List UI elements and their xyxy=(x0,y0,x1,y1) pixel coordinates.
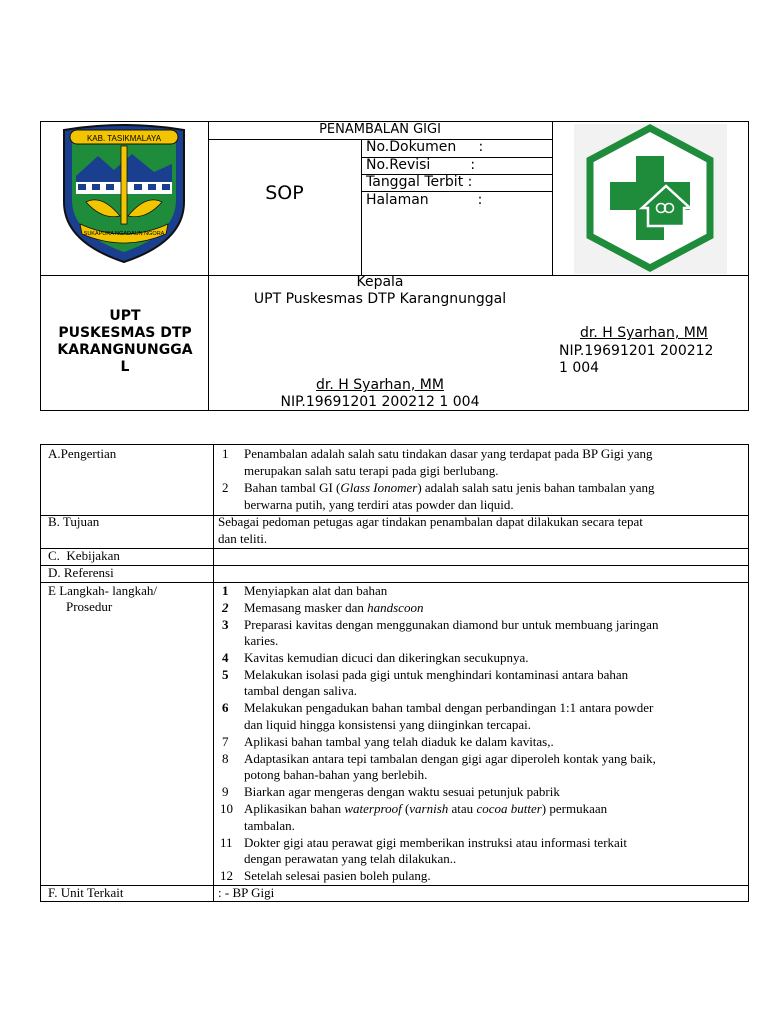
right-signatory-name: dr. H Syarhan, MM xyxy=(580,325,708,341)
step-num-6: 6 xyxy=(222,700,229,715)
right-signatory-nip-1: NIP.19691201 200212 xyxy=(559,343,714,359)
step-num-8: 8 xyxy=(222,751,229,766)
step-4-text: Kavitas kemudian dicuci dan dikeringkan secukupnya. xyxy=(244,650,529,665)
pengertian-2-pre: Bahan tambal GI ( xyxy=(244,480,341,495)
section-langkah-label-2: Prosedur xyxy=(66,599,113,614)
step-2-text xyxy=(244,600,423,617)
logo-motto-text: SUKAPURA NGADAUN NGORA xyxy=(83,231,165,237)
org-line-3: KARANGNUNGGA xyxy=(57,342,193,358)
step-10-it-c: cocoa butter xyxy=(476,801,542,816)
step-num-11: 11 xyxy=(220,835,233,850)
pengertian-list xyxy=(218,446,748,512)
step-2-plain: Memasang masker dan xyxy=(244,600,368,615)
step-num-7: 7 xyxy=(222,734,229,749)
org-line-4: L xyxy=(120,359,130,375)
kepala-org: UPT Puskesmas DTP Karangnunggal xyxy=(253,291,507,307)
pengertian-2-post: ) adalah salah satu jenis bahan tambalan yang xyxy=(417,480,655,495)
kabupaten-tasikmalaya-logo xyxy=(58,124,190,266)
step-8-line-1: Adaptasikan antara tepi tambalan dengan gigi agar diperoleh kontak yang baik, xyxy=(244,751,656,766)
kepala-label: Kepala xyxy=(356,274,404,290)
step-10-d: ) permukaan xyxy=(541,801,608,816)
pengertian-1-line-2: merupakan salah satu terapi pada gigi berlubang. xyxy=(244,463,499,478)
section-tujuan-label: B. Tujuan xyxy=(48,514,100,529)
logo-top-text: KAB. TASIKMALAYA xyxy=(86,134,162,143)
pengertian-2-italic: Glass Ionomer xyxy=(340,480,418,495)
section-kebijakan-label: C. Kebijakan xyxy=(48,548,120,563)
section-unit-label: F. Unit Terkait xyxy=(48,885,124,900)
step-7-text: Aplikasi bahan tambal yang telah diaduk ke dalam kavitas,. xyxy=(244,734,554,749)
step-6-line-2: dan liquid hingga konsistensi yang diinginkan tercapai. xyxy=(244,717,532,732)
step-num-9: 9 xyxy=(222,784,229,799)
step-10-it-b: varnish xyxy=(409,801,449,816)
step-10-c: atau xyxy=(448,801,477,816)
step-6-line-1: Melakukan pengadukan bahan tambal dengan perbandingan 1:1 antara powder xyxy=(244,700,654,715)
step-3-line-1: Preparasi kavitas dengan menggunakan diamond bur untuk membuang jaringan xyxy=(244,617,659,632)
tujuan-line-2: dan teliti. xyxy=(218,531,268,546)
step-10-line-1 xyxy=(244,801,607,818)
step-10-a: Aplikasikan bahan xyxy=(244,801,345,816)
step-num-12: 12 xyxy=(220,868,233,883)
step-5-line-2: tambal dengan saliva. xyxy=(244,683,357,698)
step-num-4: 4 xyxy=(222,650,229,665)
section-referensi-label: D. Referensi xyxy=(48,565,114,580)
pengertian-1-line-1: Penambalan adalah salah satu tindakan dasar yang terdapat pada BP Gigi yang xyxy=(244,446,653,461)
step-12-text: Setelah selesai pasien boleh pulang. xyxy=(244,868,431,883)
step-num-2: 2 xyxy=(222,600,229,615)
section-langkah-label-1: E Langkah- langkah/ xyxy=(48,583,158,598)
pengertian-2-line-2: berwarna putih, yang terdiri atas powder dan liquid. xyxy=(244,497,514,512)
pengertian-num-1: 1 xyxy=(222,446,229,461)
pengertian-num-2: 2 xyxy=(222,480,229,495)
step-2-italic: handscoon xyxy=(367,600,424,615)
step-num-3: 3 xyxy=(222,617,229,632)
doc-number-field: No.Dokumen : xyxy=(366,139,484,155)
step-11-line-2: dengan perawatan yang telah dilakukan.. xyxy=(244,851,457,866)
org-line-1: UPT xyxy=(109,308,141,324)
org-line-2: PUSKESMAS DTP xyxy=(58,325,192,341)
step-num-5: 5 xyxy=(222,667,229,682)
signatory-name: dr. H Syarhan, MM xyxy=(316,377,444,393)
issue-date-field: Tanggal Terbit : xyxy=(366,174,473,190)
step-num-10: 10 xyxy=(220,801,233,816)
revision-field: No.Revisi : xyxy=(366,157,476,173)
step-9-text: Biarkan agar mengeras dengan waktu sesuai petunjuk pabrik xyxy=(244,784,560,799)
sop-label: SOP xyxy=(265,182,304,204)
section-pengertian-label: A.Pengertian xyxy=(48,446,117,461)
step-5-line-1: Melakukan isolasi pada gigi untuk menghindari kontaminasi antara bahan xyxy=(244,667,629,682)
step-11-line-1: Dokter gigi atau perawat gigi memberikan instruksi atau informasi terkait xyxy=(244,835,628,850)
signatory-nip: NIP.19691201 200212 1 004 xyxy=(280,394,480,410)
step-10-it-a: waterproof xyxy=(344,801,402,816)
step-3-line-2: karies. xyxy=(244,633,279,648)
procedure-steps xyxy=(218,583,748,885)
step-10-line-2: tambalan. xyxy=(244,818,295,833)
step-8-line-2: potong bahan-bahan yang berlebih. xyxy=(244,767,428,782)
sop-title: PENAMBALAN GIGI xyxy=(319,122,441,137)
org-name xyxy=(42,308,208,376)
puskesmas-logo xyxy=(574,124,727,274)
unit-value: : - BP Gigi xyxy=(218,885,275,900)
step-1-text: Menyiapkan alat dan bahan xyxy=(244,583,388,598)
step-num-1: 1 xyxy=(222,583,229,598)
step-10-b: ( xyxy=(401,801,410,816)
page-field: Halaman : xyxy=(366,192,483,208)
right-signatory-nip-2: 1 004 xyxy=(559,360,600,376)
tujuan-line-1: Sebagai pedoman petugas agar tindakan penambalan dapat dilakukan secara tepat xyxy=(218,514,643,529)
pengertian-2-line-1 xyxy=(244,480,654,497)
